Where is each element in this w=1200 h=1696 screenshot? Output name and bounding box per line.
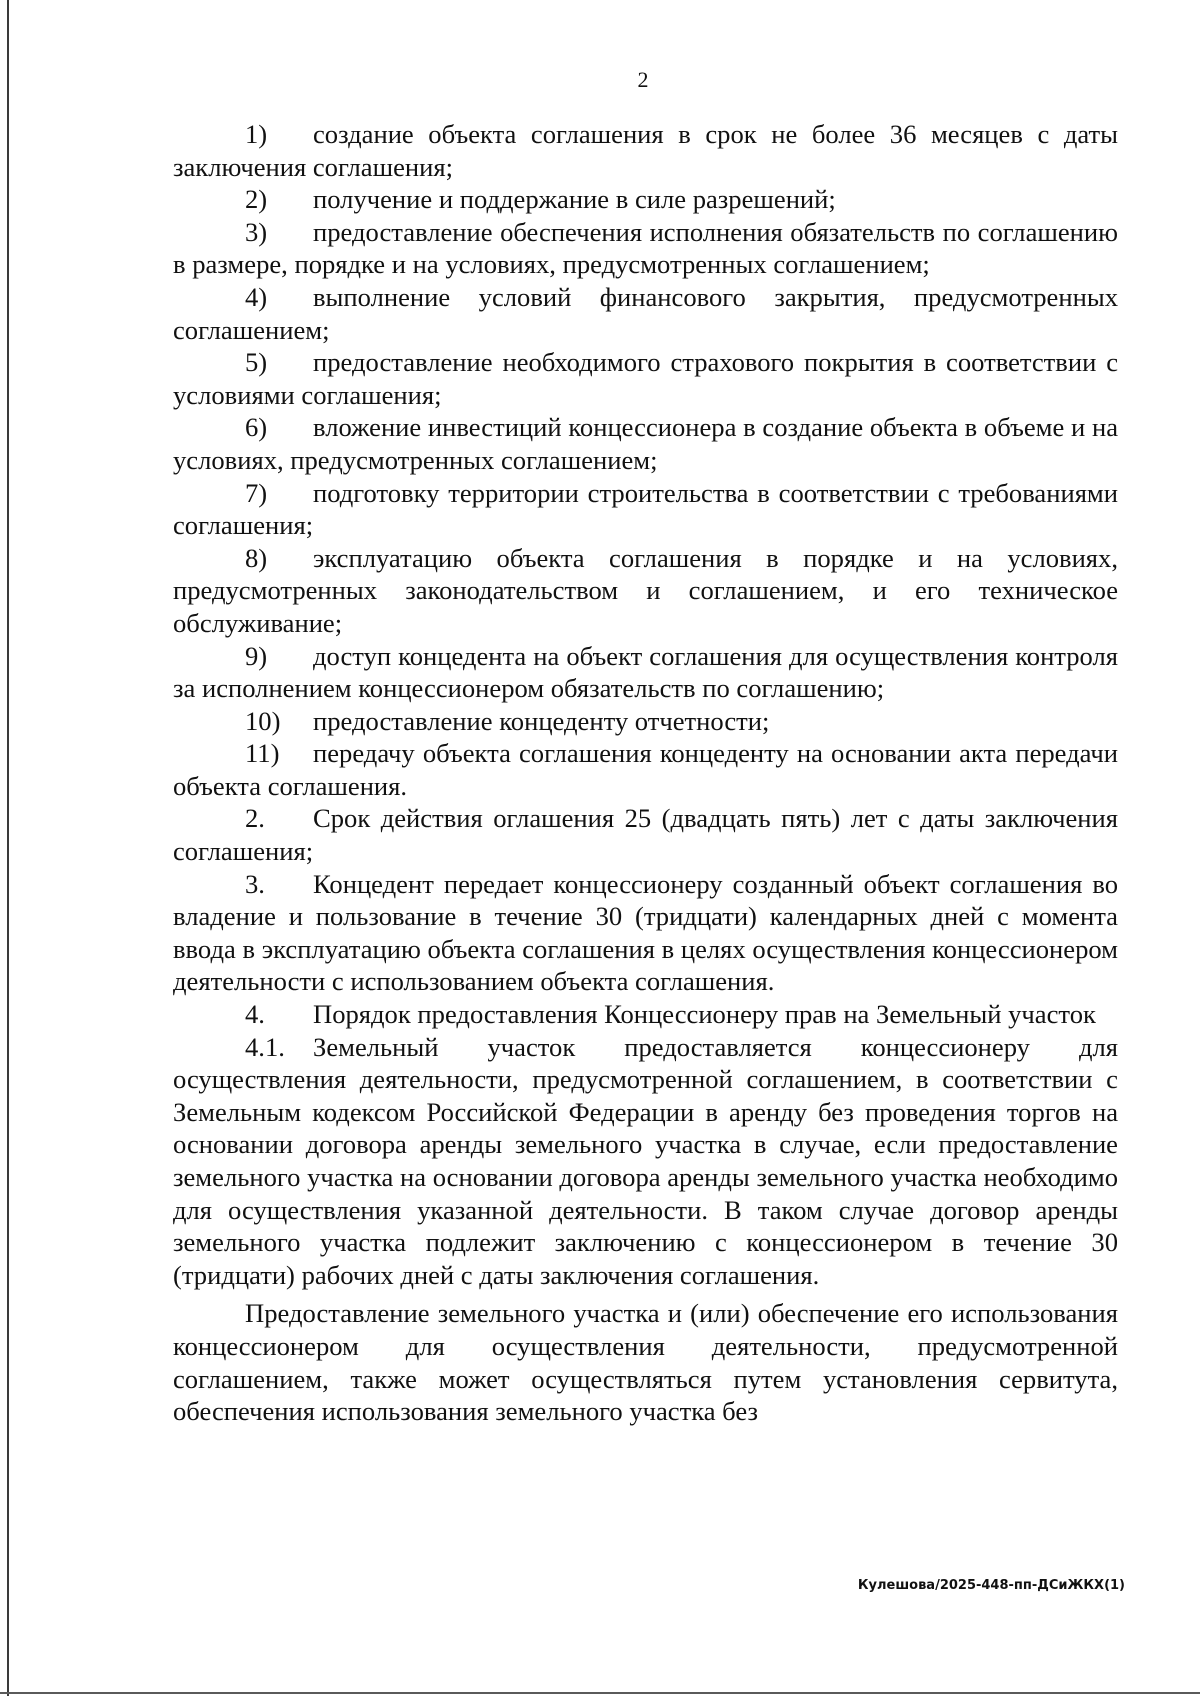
list-item: [173, 737, 1118, 802]
section-text: Концедент передает концессионеру созданный объект соглашения во владение и пользование в течение 30 (тридцати) календарных дней с момента ввода в эксплуатацию объекта соглашения в целях осуществления концессионером деятельности с использованием объекта соглашения.: [173, 868, 1118, 997]
scan-border-left: [7, 0, 9, 1696]
list-item: [173, 216, 1118, 281]
section-text: Срок действия оглашения 25 (двадцать пять) лет с даты заключения соглашения;: [173, 803, 1118, 867]
item-number: 4): [245, 281, 268, 312]
item-number: 8): [245, 542, 268, 573]
item-text: получение и поддержание в силе разрешений;: [313, 184, 836, 215]
item-number: 2): [245, 184, 268, 215]
section-paragraph: [173, 998, 1118, 1031]
body-paragraph: [173, 1297, 1118, 1427]
section-paragraph: [173, 802, 1118, 867]
list-item: [173, 477, 1118, 542]
list-item: [173, 542, 1118, 640]
section-paragraph: [173, 868, 1118, 998]
item-text: предоставление необходимого страхового покрытия в соответствии с условиями соглашения;: [173, 347, 1118, 410]
item-number: 1): [245, 119, 268, 149]
section-text: Порядок предоставления Концессионеру прав на Земельный участок: [313, 999, 1096, 1030]
list-item: [173, 705, 1118, 738]
page-number: 2: [637, 67, 649, 92]
section-number: 3.: [245, 868, 265, 899]
list-item: [173, 411, 1118, 476]
list-item: [173, 640, 1118, 705]
list-item: [173, 346, 1118, 411]
document-body: [173, 118, 1118, 1428]
section-text: Земельный участок предоставляется концессионеру для осуществления деятельности, предусмотренной соглашением, в соответствии с Земельным кодексом Российской Федерации в аренду без проведения торгов на основании договора аренды земельного участка в случае, если предоставление земельного участка на основании договора аренды земельного участка необходимо для осуществления указанной деятельности. В таком случае договор аренды земельного участка подлежит заключению с концессионером в течение 30 (тридцати) рабочих дней с даты заключения соглашения.: [173, 1031, 1118, 1290]
list-item: [173, 183, 1118, 216]
section-number: 4.: [245, 999, 265, 1030]
item-text: предоставление концеденту отчетности;: [313, 705, 770, 736]
item-text: создание объекта соглашения в срок не более 36 месяцев с даты заключения соглашения;: [173, 119, 1118, 182]
item-number: 11): [245, 738, 280, 769]
item-text: доступ концедента на объект соглашения для осуществления контроля за исполнением концессионером обязательств по соглашению;: [173, 640, 1118, 704]
item-text: предоставление обеспечения исполнения обязательств по соглашению в размере, порядке и на условиях, предусмотренных соглашением;: [173, 216, 1118, 280]
item-text: выполнение условий финансового закрытия, предусмотренных соглашением;: [173, 281, 1118, 345]
section-number: 2.: [245, 803, 265, 834]
item-text: эксплуатацию объекта соглашения в порядке и на условиях, предусмотренных законодательством и соглашением, и его техническое обслуживание;: [173, 542, 1118, 638]
section-number: 4.1.: [245, 1031, 285, 1062]
document-code: Кулешова/2025-448-пп-ДСиЖКХ(1): [857, 1578, 1125, 1593]
item-number: 5): [245, 347, 268, 378]
item-text: вложение инвестиций концессионера в создание объекта в объеме и на условиях, предусмотренных соглашением;: [173, 412, 1118, 475]
item-text: подготовку территории строительства в соответствии с требованиями соглашения;: [173, 477, 1118, 541]
item-number: 10): [245, 705, 281, 736]
section-paragraph: [173, 1031, 1118, 1292]
body-text: Предоставление земельного участка и (или) обеспечение его использования концессионером для осуществления деятельности, предусмотренной соглашением, также может осуществляться путем установления сервитута, обеспечения использования земельного участка без: [173, 1298, 1118, 1427]
item-number: 6): [245, 412, 268, 443]
item-number: 7): [245, 477, 268, 508]
scan-border-bottom: [0, 1692, 1200, 1694]
item-number: 9): [245, 640, 268, 671]
list-item: [173, 118, 1118, 183]
item-number: 3): [245, 216, 268, 247]
list-item: [173, 281, 1118, 346]
item-text: передачу объекта соглашения концеденту на основании акта передачи объекта соглашения.: [173, 738, 1118, 801]
